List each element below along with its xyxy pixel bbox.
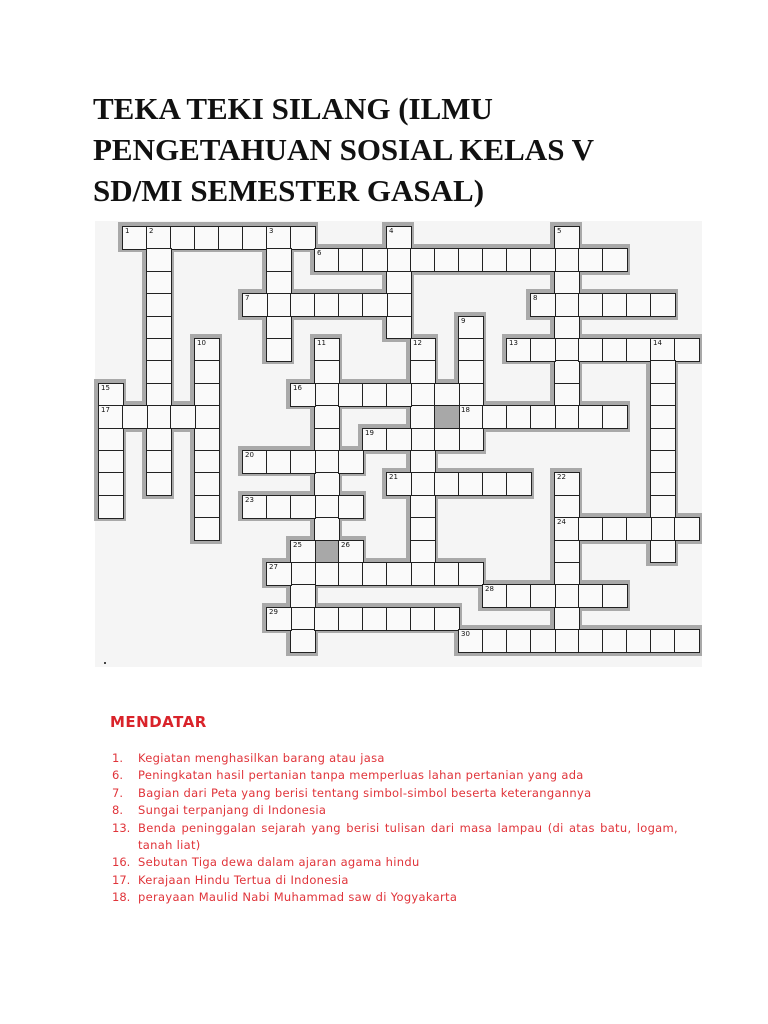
crossword-cell[interactable] bbox=[410, 450, 436, 474]
crossword-cell[interactable] bbox=[386, 226, 412, 250]
clue-number-label: 4 bbox=[389, 227, 394, 235]
clue-number: 16. bbox=[112, 855, 131, 870]
crossword-cell[interactable] bbox=[338, 248, 364, 272]
crossword-cell[interactable] bbox=[410, 405, 436, 429]
crossword-cell[interactable] bbox=[410, 540, 436, 564]
crossword-cell[interactable] bbox=[554, 271, 580, 295]
crossword-cell[interactable] bbox=[650, 428, 676, 452]
crossword-cell[interactable] bbox=[194, 517, 220, 541]
crossword-cell[interactable] bbox=[290, 629, 316, 653]
clue-text: Sungai terpanjang di Indonesia bbox=[138, 803, 327, 818]
crossword-cell[interactable] bbox=[314, 405, 340, 429]
crossword-cell[interactable] bbox=[458, 405, 484, 429]
clue-number-label: 9 bbox=[461, 316, 466, 325]
crossword-cell[interactable] bbox=[290, 293, 316, 317]
crossword-cell[interactable] bbox=[242, 293, 268, 317]
clue-number: 13. bbox=[112, 820, 131, 835]
crossword-cell[interactable] bbox=[146, 450, 172, 474]
crossword-cell[interactable] bbox=[554, 316, 580, 340]
clue-number: 6. bbox=[112, 768, 123, 783]
crossword-cell[interactable] bbox=[482, 584, 508, 608]
crossword-cell[interactable] bbox=[386, 472, 412, 496]
crossword-cell[interactable] bbox=[554, 517, 580, 541]
mendatar-heading: MENDATAR bbox=[110, 713, 207, 731]
crossword-cell[interactable] bbox=[338, 293, 364, 317]
clue-text: Kerajaan Hindu Tertua di Indonesia bbox=[138, 872, 349, 887]
clue-text: Kegiatan menghasilkan barang atau jasa bbox=[138, 751, 385, 765]
crossword-cell[interactable] bbox=[578, 584, 604, 608]
clue-number-label: 1 bbox=[125, 227, 130, 235]
clue-text: Benda peninggalan sejarah yang berisi tulisan dari masa lampau (di atas batu, logam, tanah liat) bbox=[138, 820, 678, 853]
crossword-cell[interactable] bbox=[506, 248, 532, 272]
crossword-cell[interactable] bbox=[338, 383, 364, 407]
clue-text: Peningkatan hasil pertanian tanpa memperluas lahan pertanian yang ada bbox=[138, 768, 584, 783]
crossword-cell[interactable] bbox=[506, 629, 532, 653]
crossword-cell[interactable] bbox=[266, 316, 292, 340]
clue-text: Bagian dari Peta yang berisi tentang simbol-simbol beserta keterangannya bbox=[138, 785, 592, 800]
clue-item bbox=[112, 820, 678, 855]
crossword-cell[interactable] bbox=[338, 562, 364, 586]
crossword-cell[interactable] bbox=[386, 271, 412, 295]
crossword-cell[interactable] bbox=[578, 405, 604, 429]
clue-text: Sebutan Tiga dewa dalam ajaran agama hindu bbox=[138, 855, 420, 870]
crossword-cell[interactable] bbox=[410, 383, 436, 407]
crossword-cell[interactable] bbox=[98, 472, 124, 496]
crossword-cell[interactable] bbox=[314, 517, 340, 541]
clue-number: 17. bbox=[112, 872, 131, 887]
clue-number-label: 25 bbox=[293, 540, 302, 549]
crossword-cell[interactable] bbox=[314, 607, 340, 631]
crossword-cell[interactable] bbox=[266, 293, 292, 317]
crossword-cell[interactable] bbox=[146, 338, 172, 362]
crossword-cell[interactable] bbox=[98, 405, 124, 429]
crossword-cell[interactable] bbox=[266, 226, 292, 250]
crossword-cell[interactable] bbox=[554, 607, 580, 631]
crossword-cell[interactable] bbox=[410, 607, 436, 631]
crossword-cell[interactable] bbox=[242, 450, 268, 474]
crossword-cell[interactable] bbox=[290, 562, 316, 586]
crossword-cell[interactable] bbox=[146, 316, 172, 340]
clue-number-label: 23 bbox=[245, 495, 254, 504]
crossword-cell[interactable] bbox=[554, 562, 580, 586]
crossword-cell[interactable] bbox=[290, 584, 316, 608]
crossword-cell[interactable] bbox=[626, 517, 652, 541]
crossword-cell[interactable] bbox=[194, 472, 220, 496]
crossword-cell[interactable] bbox=[338, 607, 364, 631]
crossword-cell[interactable] bbox=[146, 360, 172, 384]
crossword-cell[interactable] bbox=[314, 472, 340, 496]
crossword-cell[interactable] bbox=[194, 338, 220, 362]
crossword-cell[interactable] bbox=[266, 495, 292, 519]
crossword-cell[interactable] bbox=[650, 495, 676, 519]
crossword-cell[interactable] bbox=[266, 248, 292, 272]
crossword-cell[interactable] bbox=[290, 540, 316, 564]
crossword-cell[interactable] bbox=[554, 629, 580, 653]
crossword-cell[interactable] bbox=[146, 472, 172, 496]
crossword-cell[interactable] bbox=[578, 338, 604, 362]
crossword-cell[interactable] bbox=[602, 584, 628, 608]
crossword-cell[interactable] bbox=[578, 248, 604, 272]
crossword-cell[interactable] bbox=[194, 383, 220, 407]
crossword-cell[interactable] bbox=[458, 316, 484, 340]
clue-number: 8. bbox=[112, 803, 123, 818]
title-line: SD/MI SEMESTER GASAL) bbox=[93, 173, 485, 208]
clue-number-label: 5 bbox=[557, 227, 562, 235]
crossword-cell[interactable] bbox=[98, 495, 124, 519]
crossword-cell[interactable] bbox=[98, 383, 124, 407]
crossword-cell[interactable] bbox=[362, 293, 388, 317]
crossword-cell[interactable] bbox=[290, 226, 316, 250]
crossword-cell[interactable] bbox=[674, 629, 700, 653]
crossword-cell[interactable] bbox=[554, 226, 580, 250]
crossword-cell[interactable] bbox=[482, 472, 508, 496]
clue-number: 1. bbox=[112, 751, 123, 765]
crossword-cell[interactable] bbox=[146, 248, 172, 272]
crossword-cell[interactable] bbox=[578, 517, 604, 541]
crossword-cell[interactable] bbox=[554, 360, 580, 384]
clue-number-label: 16 bbox=[293, 383, 302, 392]
crossword-cell[interactable] bbox=[314, 360, 340, 384]
crossword-cell[interactable] bbox=[194, 495, 220, 519]
blocked-cell bbox=[434, 405, 460, 429]
crossword-cell[interactable] bbox=[602, 517, 628, 541]
clue-item bbox=[112, 872, 678, 889]
crossword-cell[interactable] bbox=[410, 360, 436, 384]
crossword-cell[interactable] bbox=[386, 293, 412, 317]
clue-number-label: 15 bbox=[101, 383, 110, 392]
crossword-cell[interactable] bbox=[482, 629, 508, 653]
crossword-cell[interactable] bbox=[434, 248, 460, 272]
crossword-cell[interactable] bbox=[194, 405, 220, 429]
crossword-cell[interactable] bbox=[434, 607, 460, 631]
crossword-cell[interactable] bbox=[362, 428, 388, 452]
crossword-cell[interactable] bbox=[386, 562, 412, 586]
crossword-cell[interactable] bbox=[410, 248, 436, 272]
crossword-cell[interactable] bbox=[266, 450, 292, 474]
clue-number-label: 10 bbox=[197, 339, 206, 347]
crossword-cell[interactable] bbox=[482, 248, 508, 272]
clue-number-label: 17 bbox=[101, 406, 110, 415]
clue-number-label: 30 bbox=[461, 630, 470, 639]
clue-number-label: 11 bbox=[317, 339, 326, 347]
clue-number-label: 24 bbox=[557, 518, 566, 527]
crossword-cell[interactable] bbox=[626, 338, 652, 362]
crossword-cell[interactable] bbox=[650, 540, 676, 564]
crossword-cell[interactable] bbox=[242, 226, 268, 250]
crossword-cell[interactable] bbox=[386, 316, 412, 340]
crossword-cell[interactable] bbox=[122, 226, 148, 250]
crossword-cell[interactable] bbox=[362, 562, 388, 586]
crossword-cell[interactable] bbox=[554, 248, 580, 272]
crossword-cell[interactable] bbox=[434, 562, 460, 586]
crossword-cell[interactable] bbox=[458, 472, 484, 496]
crossword-cell[interactable] bbox=[458, 248, 484, 272]
crossword-cell[interactable] bbox=[266, 338, 292, 362]
crossword-cell[interactable] bbox=[266, 562, 292, 586]
crossword-cell[interactable] bbox=[410, 338, 436, 362]
clue-item bbox=[112, 802, 678, 819]
crossword-cell[interactable] bbox=[194, 226, 220, 250]
crossword-cell[interactable] bbox=[314, 338, 340, 362]
crossword-cell[interactable] bbox=[314, 383, 340, 407]
crossword-cell[interactable] bbox=[530, 629, 556, 653]
clue-number-label: 7 bbox=[245, 294, 250, 303]
crossword-cell[interactable] bbox=[482, 405, 508, 429]
crossword-cell[interactable] bbox=[578, 293, 604, 317]
crossword-cell[interactable] bbox=[530, 584, 556, 608]
crossword-cell[interactable] bbox=[314, 428, 340, 452]
crossword-cell[interactable] bbox=[314, 495, 340, 519]
clue-number-label: 14 bbox=[653, 339, 662, 347]
crossword-cell[interactable] bbox=[530, 248, 556, 272]
clue-item bbox=[112, 854, 678, 871]
clue-number-label: 13 bbox=[509, 339, 518, 347]
crossword-cell[interactable] bbox=[362, 607, 388, 631]
clue-number-label: 12 bbox=[413, 339, 422, 347]
crossword-cell[interactable] bbox=[146, 405, 172, 429]
crossword-cell[interactable] bbox=[530, 405, 556, 429]
crossword-cell[interactable] bbox=[434, 383, 460, 407]
crossword-cell[interactable] bbox=[194, 360, 220, 384]
clue-number-label: 29 bbox=[269, 607, 278, 616]
crossword-cell[interactable] bbox=[554, 584, 580, 608]
crossword-cell[interactable] bbox=[410, 472, 436, 496]
crossword-cell[interactable] bbox=[458, 629, 484, 653]
crossword-cell[interactable] bbox=[602, 405, 628, 429]
crossword-cell[interactable] bbox=[650, 472, 676, 496]
crossword-cell[interactable] bbox=[650, 360, 676, 384]
clue-number-label: 19 bbox=[365, 428, 374, 437]
crossword-cell[interactable] bbox=[194, 428, 220, 452]
crossword-cell[interactable] bbox=[290, 450, 316, 474]
crossword-cell[interactable] bbox=[554, 495, 580, 519]
crossword-cell[interactable] bbox=[554, 472, 580, 496]
crossword-cell[interactable] bbox=[506, 338, 532, 362]
crossword-cell[interactable] bbox=[554, 540, 580, 564]
crossword-cell[interactable] bbox=[218, 226, 244, 250]
crossword-cell[interactable] bbox=[674, 517, 700, 541]
crossword-cell[interactable] bbox=[410, 495, 436, 519]
crossword-cell[interactable] bbox=[650, 517, 676, 541]
crossword-cell[interactable] bbox=[98, 450, 124, 474]
crossword-cell[interactable] bbox=[194, 450, 220, 474]
crossword-cell[interactable] bbox=[290, 607, 316, 631]
crossword-cell[interactable] bbox=[314, 450, 340, 474]
crossword-cell[interactable] bbox=[410, 428, 436, 452]
clue-number-label: 27 bbox=[269, 563, 278, 571]
crossword-cell[interactable] bbox=[290, 495, 316, 519]
crossword-cell[interactable] bbox=[458, 360, 484, 384]
crossword-cell[interactable] bbox=[650, 450, 676, 474]
crossword-cell[interactable] bbox=[554, 338, 580, 362]
crossword-cell[interactable] bbox=[554, 293, 580, 317]
crossword-cell[interactable] bbox=[578, 629, 604, 653]
crossword-cell[interactable] bbox=[290, 383, 316, 407]
crossword-cell[interactable] bbox=[602, 293, 628, 317]
clue-number-label: 20 bbox=[245, 451, 254, 459]
crossword-cell[interactable] bbox=[146, 226, 172, 250]
clue-list-across bbox=[112, 750, 678, 907]
crossword-cell[interactable] bbox=[314, 293, 340, 317]
stray-dot bbox=[104, 662, 106, 664]
clue-number-label: 22 bbox=[557, 473, 566, 482]
clue-number: 18. bbox=[112, 890, 131, 905]
crossword-cell[interactable] bbox=[530, 338, 556, 362]
crossword-cell[interactable] bbox=[602, 338, 628, 362]
crossword-cell[interactable] bbox=[146, 428, 172, 452]
crossword-cell[interactable] bbox=[458, 383, 484, 407]
clue-item bbox=[112, 889, 678, 906]
crossword-cell[interactable] bbox=[458, 562, 484, 586]
title-line: TEKA TEKI SILANG (ILMU bbox=[93, 91, 493, 126]
clue-number-label: 6 bbox=[317, 249, 322, 258]
crossword-cell[interactable] bbox=[386, 383, 412, 407]
crossword-cell[interactable] bbox=[266, 271, 292, 295]
page-title bbox=[93, 88, 594, 211]
crossword-grid bbox=[95, 221, 702, 667]
crossword-cell[interactable] bbox=[314, 248, 340, 272]
crossword-cell[interactable] bbox=[410, 517, 436, 541]
title-line: PENGETAHUAN SOSIAL KELAS V bbox=[93, 132, 595, 167]
crossword-cell[interactable] bbox=[458, 338, 484, 362]
clue-item bbox=[112, 750, 678, 767]
crossword-cell[interactable] bbox=[410, 562, 436, 586]
crossword-cell[interactable] bbox=[338, 540, 364, 564]
clue-number-label: 3 bbox=[269, 227, 274, 235]
crossword-cell[interactable] bbox=[242, 495, 268, 519]
clue-number-label: 26 bbox=[341, 540, 350, 549]
crossword-cell[interactable] bbox=[98, 428, 124, 452]
crossword-cell[interactable] bbox=[434, 428, 460, 452]
clue-number-label: 8 bbox=[533, 294, 538, 303]
crossword-cell[interactable] bbox=[650, 629, 676, 653]
crossword-cell[interactable] bbox=[146, 383, 172, 407]
clue-text: perayaan Maulid Nabi Muhammad saw di Yogyakarta bbox=[138, 890, 458, 905]
crossword-cell[interactable] bbox=[170, 226, 196, 250]
crossword-cell[interactable] bbox=[314, 562, 340, 586]
crossword-cell[interactable] bbox=[650, 405, 676, 429]
crossword-cell[interactable] bbox=[554, 405, 580, 429]
crossword-cell[interactable] bbox=[674, 338, 700, 362]
crossword-cell[interactable] bbox=[386, 607, 412, 631]
crossword-cell[interactable] bbox=[362, 248, 388, 272]
crossword-cell[interactable] bbox=[554, 383, 580, 407]
crossword-cell[interactable] bbox=[146, 293, 172, 317]
clue-number: 7. bbox=[112, 785, 123, 800]
crossword-cell[interactable] bbox=[458, 428, 484, 452]
crossword-cell[interactable] bbox=[506, 405, 532, 429]
crossword-cell[interactable] bbox=[146, 271, 172, 295]
crossword-cell[interactable] bbox=[626, 293, 652, 317]
crossword-cell[interactable] bbox=[362, 383, 388, 407]
crossword-cell[interactable] bbox=[650, 338, 676, 362]
clue-item bbox=[112, 785, 678, 802]
crossword-cell[interactable] bbox=[602, 629, 628, 653]
clue-number-label: 28 bbox=[485, 585, 494, 594]
crossword-cell[interactable] bbox=[386, 248, 412, 272]
crossword-cell[interactable] bbox=[170, 405, 196, 429]
clue-number-label: 18 bbox=[461, 406, 470, 415]
crossword-cell[interactable] bbox=[650, 293, 676, 317]
crossword-cell[interactable] bbox=[386, 428, 412, 452]
crossword-cell[interactable] bbox=[506, 472, 532, 496]
crossword-cell[interactable] bbox=[434, 472, 460, 496]
clue-number-label: 21 bbox=[389, 473, 398, 482]
clue-item bbox=[112, 767, 678, 784]
crossword-cell[interactable] bbox=[530, 293, 556, 317]
crossword-cell[interactable] bbox=[506, 584, 532, 608]
crossword-cell[interactable] bbox=[602, 248, 628, 272]
blocked-cell bbox=[314, 540, 340, 564]
crossword-cell[interactable] bbox=[122, 405, 148, 429]
crossword-cell[interactable] bbox=[650, 383, 676, 407]
clue-number-label: 2 bbox=[149, 227, 154, 235]
crossword-cell[interactable] bbox=[266, 607, 292, 631]
crossword-cell[interactable] bbox=[338, 450, 364, 474]
crossword-cell[interactable] bbox=[626, 629, 652, 653]
crossword-cell[interactable] bbox=[338, 495, 364, 519]
